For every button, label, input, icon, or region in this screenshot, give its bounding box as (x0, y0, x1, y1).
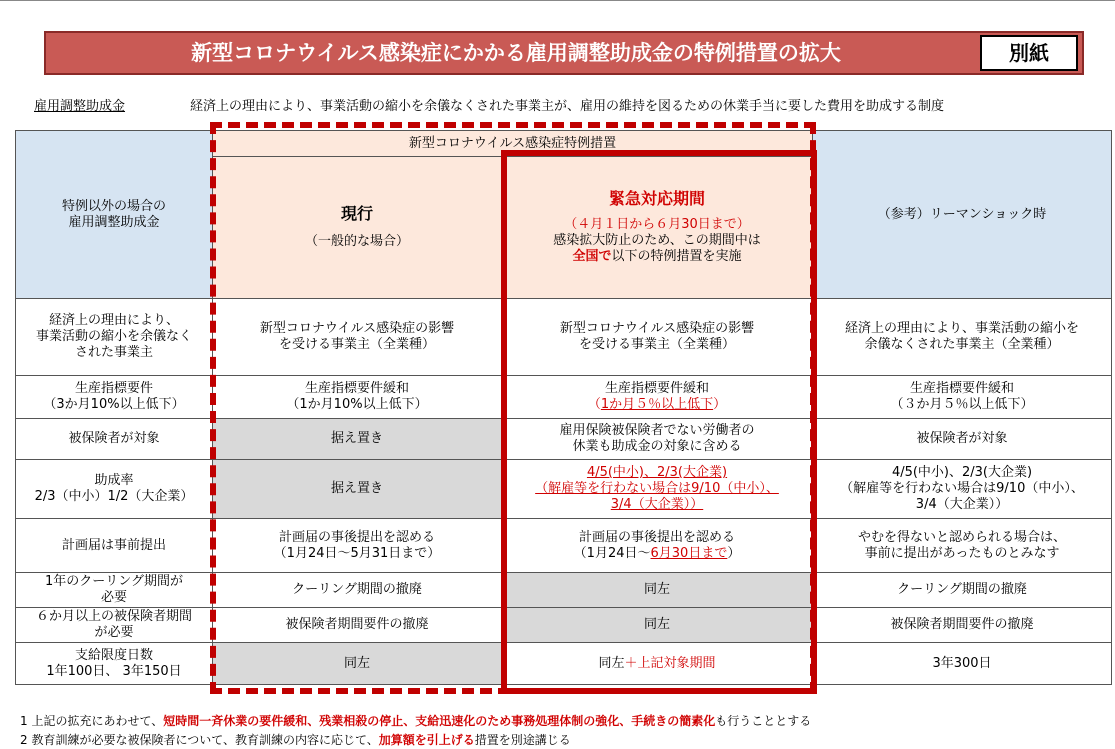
emergency-desc-2 (504, 249, 810, 265)
cell-reference: 被保険者が対象 (813, 419, 1112, 460)
cell-current (213, 376, 502, 419)
text-line: 生産指標要件緩和 (910, 381, 1015, 396)
text-line: （3か月10%以上低下） (43, 397, 185, 412)
cell-emergency: 同左 (502, 573, 813, 608)
highlight-text: 6月30日まで (650, 545, 728, 561)
cell-current (213, 519, 502, 573)
row-label (16, 608, 213, 643)
cell-emergency (502, 643, 813, 685)
text-line: 3/4（大企業）） (915, 497, 1009, 512)
paren: （ (587, 397, 601, 412)
highlight-text: 1か月５％以上低下 (600, 397, 714, 412)
text-line (504, 397, 810, 413)
row-label (16, 299, 213, 376)
cell-emergency: 同左 (502, 608, 813, 643)
footnote-highlight: 短時間一斉休業の要件緩和、残業相殺の停止、支給迅速化のため事務処理体制の強化、手続きの簡素化 (163, 714, 716, 728)
row-label (16, 376, 213, 419)
table-row (16, 299, 1112, 376)
cell-emergency (502, 376, 813, 419)
text-line: 3/4（大企業）） (610, 497, 704, 512)
text-line: 1年100日、 3年150日 (46, 663, 182, 679)
emergency-title: 緊急対応期間 (609, 188, 706, 208)
cell-reference (813, 299, 1112, 376)
header-cell-non-special (16, 131, 213, 299)
lead-label: 雇用調整助成金 (34, 99, 126, 114)
emergency-period: （４月１日から６月30日まで） (564, 216, 750, 232)
table-row (16, 376, 1112, 419)
cell-current (213, 299, 502, 376)
header-cell-special-group: 新型コロナウイルス感染症特例措置 (213, 131, 813, 157)
paren: ） (727, 545, 741, 561)
text-line: （1か月10%以上低下） (286, 397, 428, 412)
cell-reference (813, 519, 1112, 573)
cell-emergency (502, 299, 813, 376)
attachment-badge: 別紙 (980, 35, 1078, 71)
cell-current: クーリング期間の撤廃 (213, 573, 502, 608)
emergency-nationwide: 全国で (572, 248, 612, 264)
cell-reference: 被保険者期間要件の撤廃 (813, 608, 1112, 643)
highlight-text: ＋上記対象期間 (624, 655, 716, 671)
header-line: 雇用調整助成金 (68, 214, 160, 230)
cell-reference (813, 376, 1112, 419)
table-row (16, 643, 1112, 685)
page-title: 新型コロナウイルス感染症にかかる雇用調整助成金の特例措置の拡大 (191, 41, 841, 65)
text-line: 生産指標要件緩和 (605, 381, 710, 396)
header-cell-emergency (502, 157, 813, 299)
footnote-text: も行うこととする (715, 714, 812, 728)
text-line (504, 546, 810, 562)
footnote-text: 2 教育訓練が必要な被保険者について、教育訓練の内容に応じて、 (20, 733, 379, 747)
current-subtitle: （一般的な場合） (304, 233, 409, 249)
text-line: 事業活動の縮小を余儀なく (35, 329, 192, 344)
text-line: 支給限度日数 (74, 647, 153, 663)
text-line: 新型コロナウイルス感染症の影響 (559, 321, 755, 336)
cell-current: 据え置き (213, 419, 502, 460)
row-label (16, 573, 213, 608)
cell-reference: クーリング期間の撤廃 (813, 573, 1112, 608)
text-line: 生産指標要件緩和 (304, 381, 409, 396)
cell-reference (813, 460, 1112, 519)
text-line: （解雇等を行わない場合は9/10（中小）、 (535, 481, 779, 496)
title-banner (44, 31, 1084, 75)
text-line: （1月24日～5月31日まで） (273, 545, 441, 561)
text-line: 経済上の理由により、事業活動の縮小を (845, 321, 1080, 336)
text-line: を受ける事業主（全業種） (579, 337, 736, 352)
header-cell-reference: （参考）リーマンショック時 (813, 131, 1112, 299)
cell-current: 被保険者期間要件の撤廃 (213, 608, 502, 643)
text-line: ６か月以上の被保険者期間 (35, 609, 192, 624)
text-line: （解雇等を行わない場合は9/10（中小）、 (840, 481, 1084, 496)
text-line: （３か月５％以上低下） (890, 397, 1034, 412)
row-label: 計画届は事前提出 (16, 519, 213, 573)
cell-emergency (502, 419, 813, 460)
text-line: が必要 (94, 625, 134, 640)
text-line: 計画届の事後提出を認める (579, 529, 736, 545)
lead-text: 経済上の理由により、事業活動の縮小を余儀なくされた事業主が、雇用の維持を図るための休業手当に要した費用を助成する制度 (190, 99, 945, 114)
cell-emergency (502, 460, 813, 519)
current-title: 現行 (340, 203, 373, 223)
cell-reference: 3年300日 (813, 643, 1112, 685)
text-line: された事業主 (74, 345, 153, 360)
text-line: 1年のクーリング期間が (44, 574, 183, 589)
emergency-desc-1: 感染拡大防止のため、この期間中は (553, 232, 761, 248)
emergency-desc-rest: 以下の特例措置を実施 (611, 248, 742, 264)
text-line: 必要 (100, 590, 127, 605)
table-row (16, 608, 1112, 643)
header-line: 特例以外の場合の (61, 198, 166, 214)
text-line: 雇用保険被保険者でない労働者の (559, 423, 755, 438)
footnote-1 (20, 712, 811, 729)
paren: ） (713, 397, 727, 412)
same-as-left: 同左 (598, 655, 625, 671)
footnote-text: 1 上記の拡充にあわせて、 (20, 714, 164, 728)
cell-emergency (502, 519, 813, 573)
text-line: 助成率 (94, 473, 134, 488)
top-rule (0, 0, 1115, 1)
table-row (16, 519, 1112, 573)
text-line: 経済上の理由により、 (48, 313, 179, 328)
footnote-highlight: 加算額を引上げる (378, 733, 475, 747)
cell-current: 据え置き (213, 460, 502, 519)
date-start: （1月24日～ (573, 545, 651, 561)
row-label (16, 643, 213, 685)
text-line: を受ける事業主（全業種） (278, 337, 435, 352)
text-line: 余儀なくされた事業主（全業種） (864, 337, 1060, 352)
text-line: 4/5(中小)、2/3(大企業) (586, 465, 728, 480)
text-line: 事前に提出があったものとみなす (864, 545, 1060, 561)
table-row (16, 573, 1112, 608)
table-row (16, 460, 1112, 519)
row-label: 被保険者が対象 (16, 419, 213, 460)
footnote-2 (20, 731, 571, 748)
header-cell-current (213, 157, 502, 299)
table-row (16, 419, 1112, 460)
measures-table (15, 130, 1112, 685)
text-line: 計画届の事後提出を認める (278, 529, 435, 545)
footnote-text: 措置を別途講じる (474, 733, 571, 747)
cell-current: 同左 (213, 643, 502, 685)
text-line: 生産指標要件 (74, 381, 153, 396)
text-line: やむを得ないと認められる場合は、 (858, 529, 1067, 545)
text-line: 新型コロナウイルス感染症の影響 (259, 321, 455, 336)
text-line: 休業も助成金の対象に含める (572, 439, 742, 454)
text-line: 4/5(中小)、2/3(大企業) (891, 465, 1033, 480)
text-line: 2/3（中小）1/2（大企業） (34, 489, 194, 504)
row-label (16, 460, 213, 519)
